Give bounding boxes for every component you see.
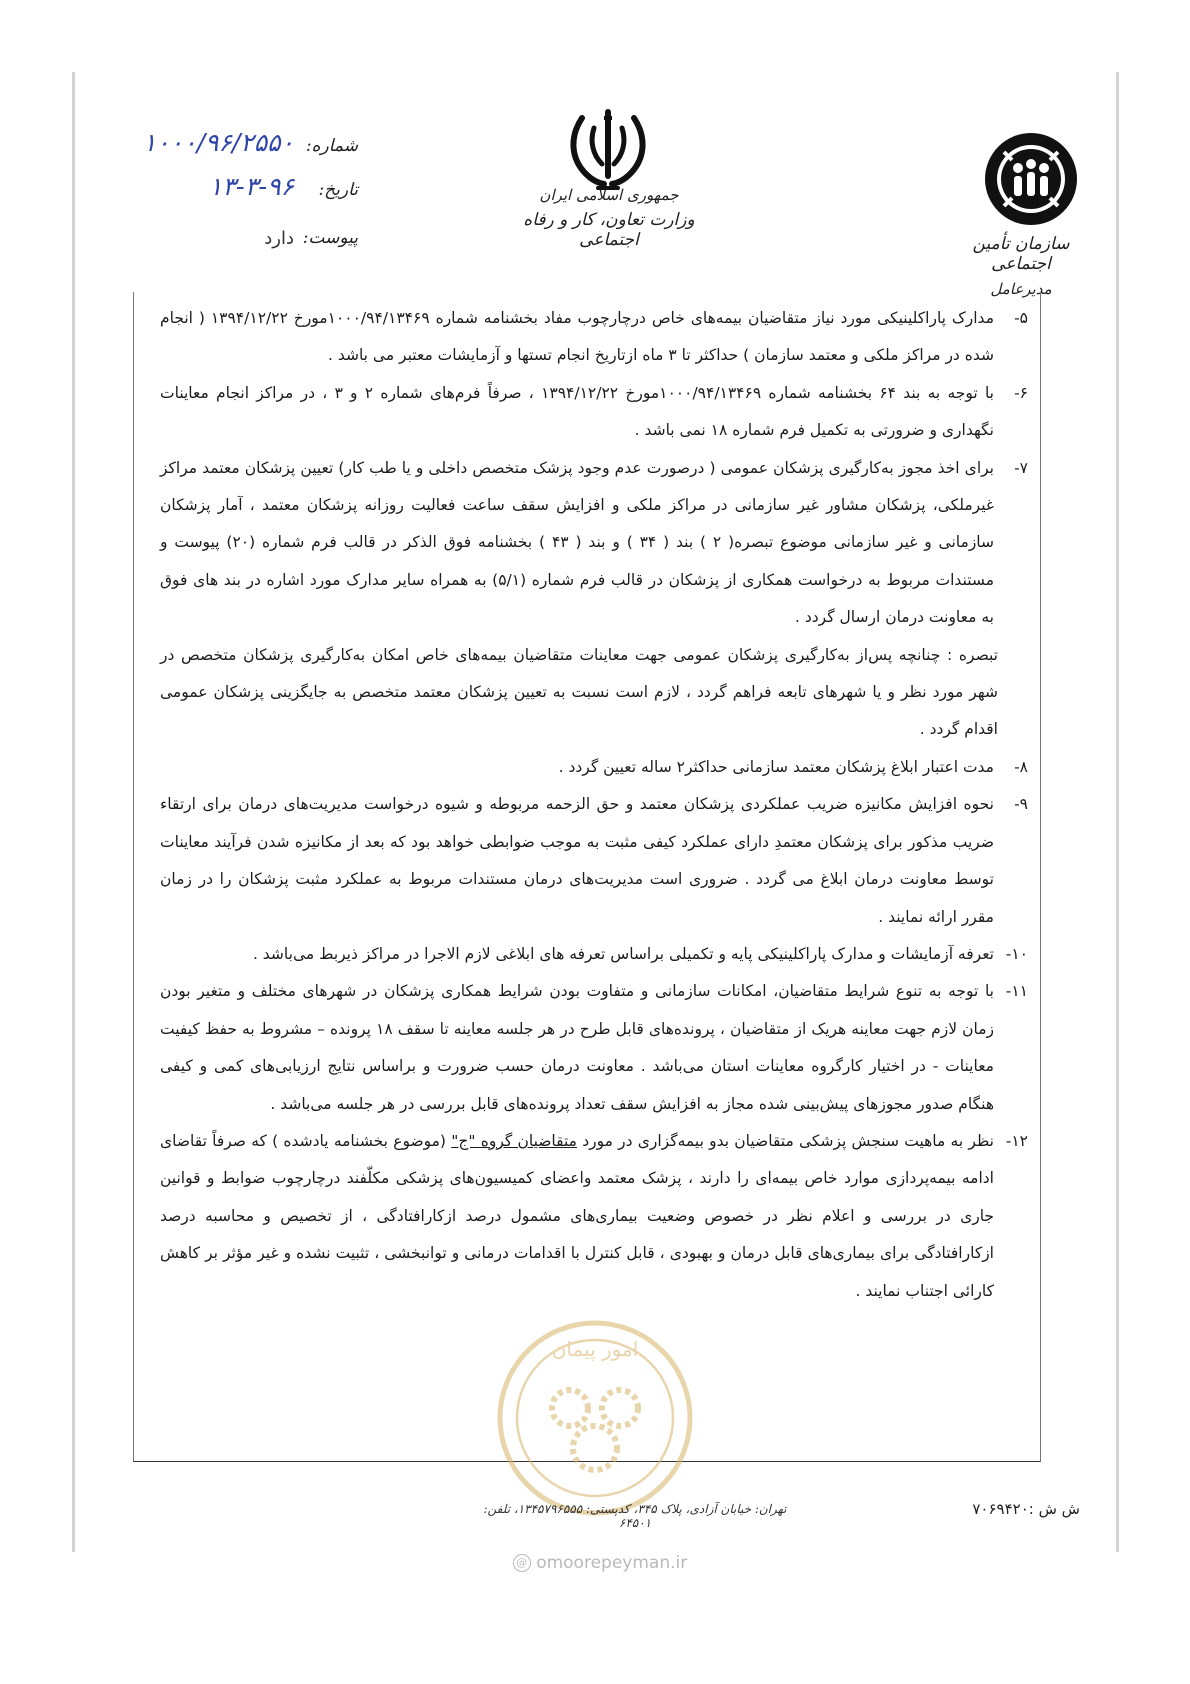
item-text-a: نظر به ماهیت سنجش پزشکی متقاضیان بدو بیمه‌گزاری در مورد [576,1131,994,1150]
scan-edge-left [72,72,75,1552]
letter-number-label: شماره: [305,136,358,156]
list-item [160,450,1028,637]
item-text: تعرفه آزمایشات و مدارک پاراکلینیکی پایه و تکمیلی براساس تعرفه های ابلاغی لازم الاجرا در مراکز ذیربط می‌باشد . [252,944,994,963]
org-name: سازمان تأمین اجتماعی [972,234,1070,274]
ministry-name: وزارت تعاون، کار و رفاه اجتماعی [523,210,695,250]
letter-date-row [88,172,358,212]
item-number: ۹- [1014,795,1028,814]
item-number: ۵- [1014,309,1028,327]
letter-attachment-row [88,220,358,260]
item-text: با توجه به بند ۶۴ بخشنامه شماره ۱۰۰۰/۹۴/۱۳۴۶۹مورخ ۱۳۹۴/۱۲/۲۲ ، صرفاً فرم‌های شماره ۲ و ۳ ، در مراکز انجام معاینات نگهداری و ضرورتی به تکمیل فرم شماره ۱۸ نمی باشد . [160,383,994,440]
list-item [160,375,1028,450]
at-icon: @ [513,1554,531,1572]
ssa-logo-icon [982,130,1080,228]
item-number: ۱۰- [1005,944,1028,963]
item-number: ۷- [1014,458,1028,477]
list-item [160,936,1028,973]
list-item [160,1123,1028,1310]
letter-meta [88,128,358,268]
item-text: نحوه افزایش مکانیزه ضریب عملکردی پزشکان معتمد و حق الزحمه مربوطه و شیوه درخواست مدیریت‌های درمان برای ارتقاء ضریب مذکور برای پزشکان معتمدِ دارای عملکرد کیفی مثبت به موجب ضوابطی خواهد بود که بعد از مکانیزه شدن فرآیند معاینات توسط معاونت درمان ابلاغ می گردد . ضروری است مدیریت‌های درمان مستندات مربوط به عملکرد مثبت پزشکان را در زمان مقرر ارائه نمایند . [160,795,994,926]
footer-code: ش ش :۷۰۶۹۴۲۰ [972,1500,1080,1518]
watermark-text: omoorepeyman.ir [536,1553,688,1573]
note-text: تبصره : چنانچه پس‌از به‌کارگیری پزشکان عمومی جهت معاینات متقاضیان بیمه‌های خاص امکان به‌کارگیری پزشکان متخصص در شهر مورد نظر و یا شهرهای تابعه فراهم گردد ، لازم است نسبت به تعیین پزشکان معتمد متخصص به جایگزینی پزشکان عمومی اقدام گردد . [160,645,998,739]
letter-attachment-value: دارد [264,228,294,249]
seal-stamp [490,1308,700,1528]
item-number: ۱۱- [1005,982,1028,1001]
item-text-underlined: متقاضیان گروه "ج" [451,1131,577,1150]
item-text: برای اخذ مجوز به‌کارگیری پزشکان عمومی ( درصورت عدم وجود پزشک متخصص داخلی و یا طب کار) تعیین پزشکان معتمد مراکز غیرملکی، پزشکان مشاور غیر سازمانی در مراکز ملکی و افزایش سقف ساعت فعالیت روزانه پزشکان معتمد ، آمار پزشکان سازمانی و غیر سازمانی موضوع تبصره( ۲ ) بند ( ۳۴ ) و بند ( ۴۳ ) بخشنامه فوق الذکر در قالب فرم شماره (۲۰) پیوست و مستندات مربوط به درخواست همکاری از پزشکان در قالب فرم شماره (۵/۱) به همراه سایر مدارک مورد اشاره در بند های فوق به معاونت درمان ارسال گردد . [160,458,995,627]
letter-body [160,300,1028,1310]
note-item [160,637,1028,749]
iran-emblem-icon [568,106,648,196]
letter-number-value: ۱۰۰۰/۹۶/۲۵۵۰ [142,128,294,157]
watermark [500,1553,700,1573]
footer-address: تهران: خیابان آزادی، پلاک ۳۴۵، کدپستی: ۱۳۴۵۷۹۶۵۵۵، تلفن: ۶۴۵۰۱ [483,1502,787,1530]
letter-attachment-label: پیوست: [302,228,358,248]
list-item [160,786,1028,936]
ministry-heading [500,186,718,250]
country-name: جمهوری اسلامی ایران [539,186,679,204]
item-number: ۸- [1014,757,1028,776]
letter-date-label: تاریخ: [318,180,358,200]
list-item [160,300,1028,375]
item-number: ۱۲- [1005,1131,1028,1150]
item-text-b: (موضوع بخشنامه یادشده ) که صرفاً تقاضای ادامه بیمه‌پردازی موارد خاص بیمه‌ای را دارند ، پزشک معتمد واعضای کمیسیون‌های پزشکی مکلّفند درچارچوب ضوابط و قوانین جاری در بررسی و اعلام نظر در خصوص وضعیت بیماری‌های مشمول درصد ازکارافتادگی ، از تخصیص و محاسبه درصد ازکارافتادگی برای بیماری‌های قابل درمان و بهبودی ، قابل کنترل با اقدامات درمانی و توانبخشی ، تثبیت نشده و غیر مؤثر بر کاهش کارائی اجتناب نمایند . [160,1131,994,1300]
letter-date-value: ۱۳-۳-۹۶ [208,172,294,201]
list-item [160,749,1028,786]
scan-edge-right [1116,72,1119,1552]
seal-stamp-text: امور پیمان [551,1337,639,1361]
item-text: مدت اعتبار ابلاغ پزشکان معتمد سازمانی حداکثر۲ ساله تعیین گردد . [558,757,994,776]
list-item [160,973,1028,1123]
item-text: با توجه به تنوع شرایط متقاضیان، امکانات سازمانی و متفاوت بودن شرایط همکاری پزشکان در شهرهای مختلف و متغیر بودن زمان لازم جهت معاینه هریک از متقاضیان ، پرونده‌های قابل طرح در هر جلسه معاینه تا سقف ۱۸ پرونده – مشروط به حفظ کیفیت معاینات - در اختیار کارگروه معاینات استان می‌باشد . معاونت درمان حسب ضرورت و براساس نتایج ارزیابی‌های کمی و کیفی هنگام صدور مجوزهای پیش‌بینی شده مجاز به افزایش سقف تعداد پرونده‌های قابل بررسی در هر جلسه می‌باشد . [160,982,994,1113]
item-number: ۶- [1014,383,1028,402]
org-subtitle: مدیرعامل [990,280,1052,298]
letter-number-row [88,128,358,168]
item-text: مدارک پاراکلینیکی مورد نیاز متقاضیان بیمه‌های خاص درچارچوب مفاد بخشنامه شماره ۱۰۰۰/۹۴/۱۳۴۶۹مورخ ۱۳۹۴/۱۲/۲۲ ( انجام شده در مراکز ملکی و معتمد سازمان ) حداکثر تا ۳ ماه ازتاریخ انجام تستها و آزمایشات معتبر می باشد . [160,309,994,365]
org-heading [950,234,1092,298]
